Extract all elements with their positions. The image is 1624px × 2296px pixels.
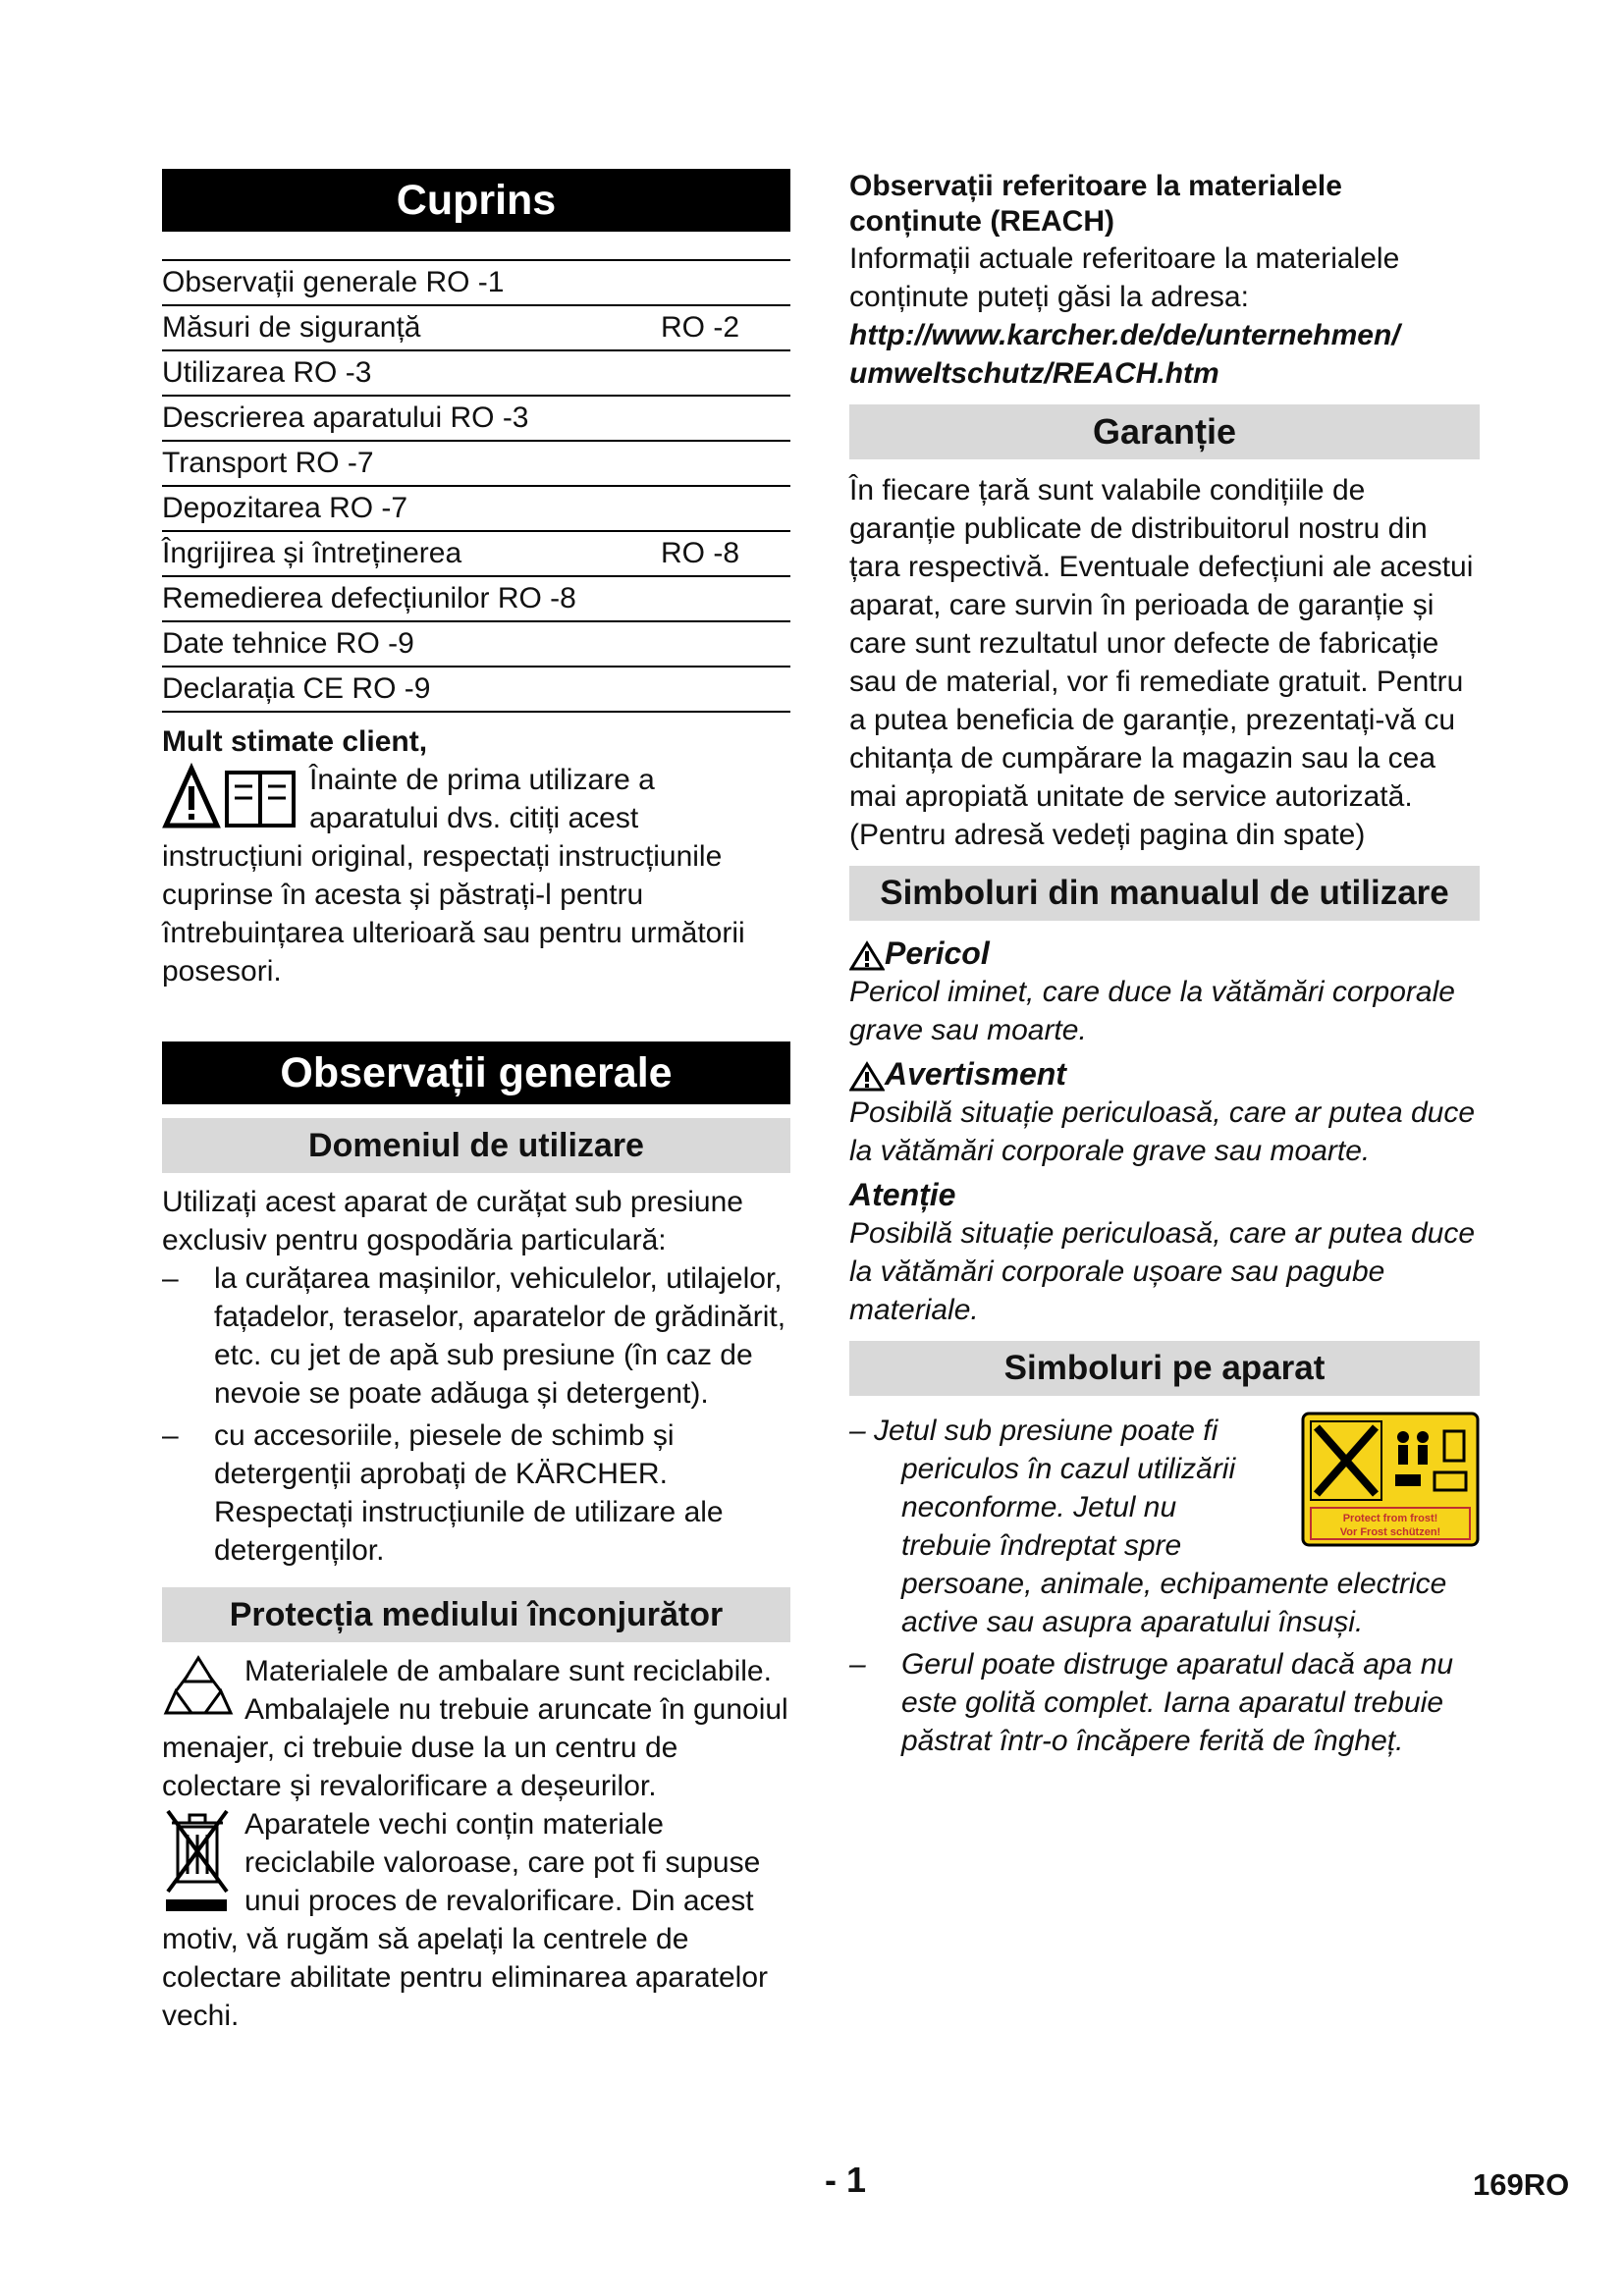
sticker-text-line1: Protect from frost! — [1342, 1513, 1438, 1524]
environment-title: Protecția mediului înconjurător — [162, 1587, 790, 1642]
domain-title: Domeniul de utilizare — [162, 1118, 790, 1173]
warranty-note: (Pentru adresă vedeți pagina din spate) — [849, 819, 1366, 851]
warning-triangle-icon — [849, 940, 885, 972]
warning-text: Posibilă situație periculoasă, care ar putea duce la vătămări corporale grave sau moarte. — [849, 1096, 1476, 1167]
list-item: – la curățarea mașinilor, vehiculelor, utilajelor, fațadelor, teraselor, aparatelor de grădinărit, etc. cu jet de apă sub presiune (în caz de nevoie se poate adăuga și detergent). — [162, 1262, 786, 1410]
toc-row[interactable]: Remedierea defecțiunilor RO -8 — [162, 577, 790, 622]
caution-label: Atenție — [849, 1177, 956, 1212]
page-code: 169RO — [1473, 2167, 1570, 2202]
page-number: - 1 — [825, 2160, 867, 2200]
right-column — [849, 169, 1480, 1760]
reach-url-line1[interactable]: http://www.karcher.de/de/unternehmen/ — [849, 319, 1400, 351]
toc-row[interactable]: Observații generale RO -1 — [162, 261, 790, 306]
reach-title: Observații referitoare la materialele conținute (REACH) — [849, 170, 1342, 238]
toc-row[interactable]: Descrierea aparatului RO -3 — [162, 397, 790, 442]
frost-warning-sticker-icon — [1301, 1412, 1480, 1547]
reach-url-line2[interactable]: umweltschutz/REACH.htm — [849, 357, 1219, 390]
intro-block: Înainte de prima utilizare a aparatului dvs. citiți acest instrucțiuni original, respectați instrucțiunile cuprinse în acesta și păstrați-l pentru întrebuințarea ulterioară sau pentru următorii posesori. — [162, 761, 790, 990]
toc-row[interactable]: Date tehnice RO -9 — [162, 622, 790, 667]
greeting: Mult stimate client, — [162, 725, 428, 758]
recycling-block: Materialele de ambalare sunt reciclabile. Ambalajele nu trebuie aruncate în gunoiul menajer, ci trebuie duse la un centru de colectare și revalorificare a deșeurilor. — [162, 1652, 790, 1805]
warranty-text: În fiecare țară sunt valabile condițiile de garanție publicate de distribuitorul nostru din țara respectivă. Eventuale defecțiuni ale acestui aparat, care survin în perioada de garanție și care sunt rezultatul unor defecte de fabricație sau de material, vor fi remediate gratuit. Pentru a putea beneficia de garanție, prezentați-vă cu chitanța de cumpărare la magazin sau la cea mai apropiată unitate de service autorizată. — [849, 474, 1474, 813]
bullet-note: Respectați instrucțiunile de utilizare ale detergenților. — [214, 1496, 724, 1567]
warning-triangle-icon — [849, 1061, 885, 1093]
reach-text: Informații actuale referitoare la materialele conținute puteți găsi la adresa: — [849, 242, 1400, 313]
weee-bin-icon — [162, 1805, 235, 1915]
general-title: Observații generale — [162, 1041, 790, 1104]
danger-text: Pericol iminet, care duce la vătămări corporale grave sau moarte. — [849, 976, 1455, 1046]
toc-row[interactable]: Declarația CE RO -9 — [162, 667, 790, 713]
recycling-icon — [162, 1652, 235, 1721]
symbols-manual-title: Simboluri din manualul de utilizare — [849, 866, 1480, 921]
device-symbol-item: Protect from frost! Vor Frost schützen! – Jetul sub presiune poate fi periculos în cazul utilizării neconforme. Jetul nu trebuie îndreptat spre persoane, animale, echipamente electrice active sau asupra aparatului însuși. — [849, 1412, 1480, 1641]
weee-block: Aparatele vechi conțin materiale reciclabile valoroase, care pot fi supuse unui proces de revalorificare. Din acest motiv, vă rugăm să apelați la centrele de colectare abilitate pentru eliminarea aparatelor vechi. — [162, 1805, 790, 2035]
toc-row[interactable]: Utilizarea RO -3 — [162, 351, 790, 397]
danger-label: Pericol — [849, 934, 1480, 973]
toc-title: Cuprins — [162, 169, 790, 232]
domain-text: Utilizați acest aparat de curățat sub presiune exclusiv pentru gospodăria particulară: — [162, 1186, 743, 1256]
list-item: – Gerul poate distruge aparatul dacă apa nu este golită complet. Iarna aparatul trebuie păstrat într-o încăpere ferită de îngheț. — [849, 1648, 1454, 1757]
warning-label: Avertisment — [849, 1055, 1480, 1094]
caution-text: Posibilă situație periculoasă, care ar putea duce la vătămări corporale ușoare sau pagube materiale. — [849, 1217, 1476, 1326]
warning-manual-icon — [162, 761, 299, 833]
toc-row[interactable]: Îngrijirea și întreținerea RO -8 — [162, 532, 790, 577]
toc-row[interactable]: Depozitarea RO -7 — [162, 487, 790, 532]
warranty-title: Garanție — [849, 404, 1480, 459]
left-column — [162, 169, 790, 2035]
list-item: – cu accesoriile, piesele de schimb și detergenții aprobați de KÄRCHER. — [162, 1419, 675, 1490]
table-of-contents — [162, 259, 790, 713]
toc-row[interactable]: Măsuri de siguranță RO -2 — [162, 306, 790, 351]
symbols-device-title: Simboluri pe aparat — [849, 1341, 1480, 1396]
toc-row[interactable]: Transport RO -7 — [162, 442, 790, 487]
sticker-text-line2: Vor Frost schützen! — [1339, 1526, 1441, 1538]
